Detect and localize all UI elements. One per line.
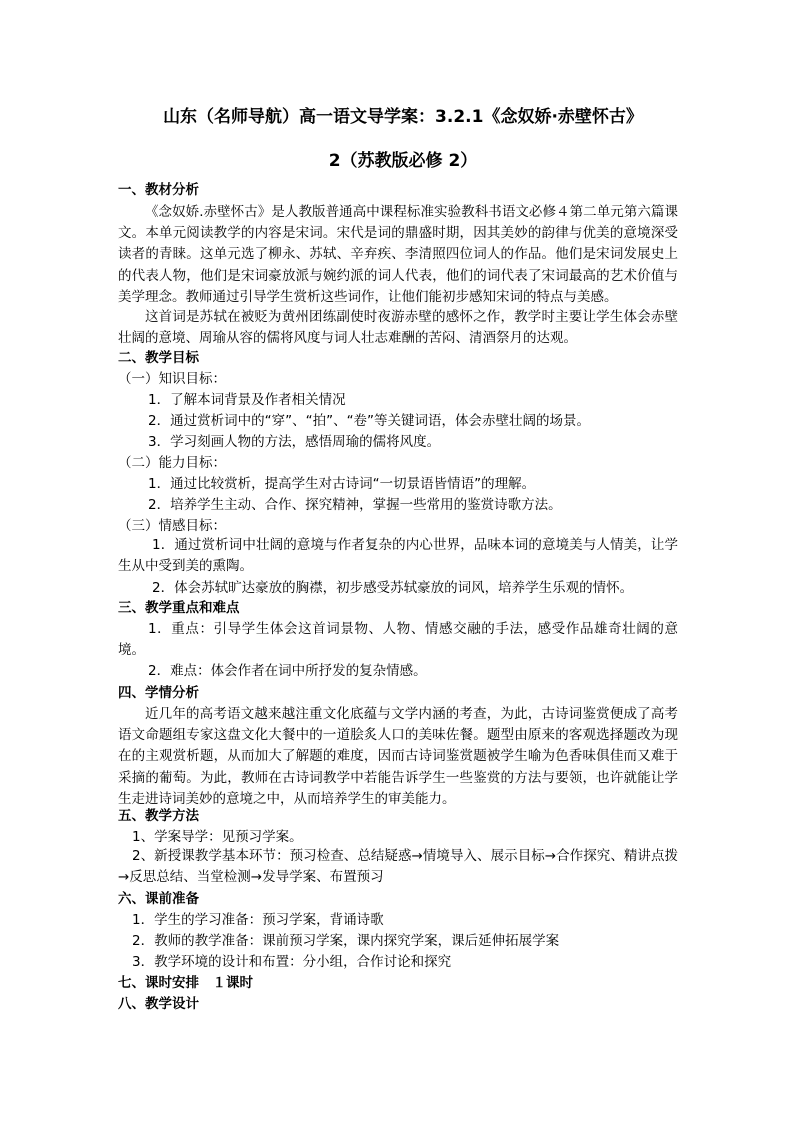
knowledge-objective-item: 2．通过赏析词中的“穿”、“拍”、“卷”等关键词语，体会赤壁壮阔的场景。 <box>148 413 591 429</box>
section-heading-teaching-material-analysis: 一、教材分析 <box>118 182 199 198</box>
knowledge-objective-item: 1．了解本词背景及作者相关情况 <box>148 392 346 408</box>
section-heading-class-hours: 七、课时安排 １课时 <box>118 975 253 991</box>
ability-objective-item: 2．培养学生主动、合作、探究精神，掌握一些常用的鉴赏诗歌方法。 <box>148 497 562 513</box>
section-heading-key-and-difficult-points: 三、教学重点和难点 <box>118 600 240 616</box>
material-analysis-paragraph-2: 这首词是苏轼在被贬为黄州团练副使时夜游赤壁的感怀之作，教学时主要让学生体会赤壁壮阔的意境、周瑜从容的儒将风度与词人壮志难酬的苦闷、清酒祭月的达观。 <box>118 309 678 347</box>
preparation-item: 1．学生的学习准备：预习学案，背诵诗歌 <box>132 912 384 928</box>
emotion-objective-item: 1．通过赏析词中壮阔的意境与作者复杂的内心世界，品味本词的意境美与人情美，让学生从中受到美的熏陶。 <box>118 537 678 575</box>
section-heading-teaching-methods: 五、教学方法 <box>118 808 199 824</box>
key-point-item: 1．重点：引导学生体会这首词景物、人物、情感交融的手法，感受作品雄奇壮阔的意境。 <box>118 621 678 659</box>
section-heading-teaching-objectives: 二、教学目标 <box>118 350 199 366</box>
section-heading-pre-class-preparation: 六、课前准备 <box>118 891 199 907</box>
preparation-item: 2．教师的教学准备：课前预习学案，课内探究学案，课后延伸拓展学案 <box>132 933 560 949</box>
section-heading-teaching-design: 八、教学设计 <box>118 996 199 1012</box>
learner-analysis-paragraph: 近几年的高考语文越来越注重文化底蕴与文学内涵的考查，为此，古诗词鉴赏便成了高考语文命题组专家这盘文化大餐中的一道脍炙人口的美味佐餐。题型由原来的客观选择题改为现在的主观赏析题，从而加大了解题的难度，因而古诗词鉴赏题被学生喻为色香味俱佳而又难于采摘的葡萄。为此，教师在古诗词教学中若能告诉学生一些鉴赏的方法与要领，也许就能让学生走进诗词美妙的意境之中，从而培养学生的审美能力。 <box>118 706 678 807</box>
teaching-method-item: 2、新授课教学基本环节：预习检查、总结疑惑→情境导入、展示目标→合作探究、精讲点拨→反思总结、当堂检测→发导学案、布置预习 <box>118 848 678 886</box>
ability-objectives-label: （二）能力目标： <box>118 455 226 471</box>
document-title-line2: 2（苏教版必修 2） <box>328 151 478 171</box>
teaching-method-item: 1、学案导学：见预习学案。 <box>132 829 303 845</box>
ability-objective-item: 1．通过比较赏析，提高学生对古诗词“一切景语皆情语”的理解。 <box>148 476 536 492</box>
section-heading-learner-analysis: 四、学情分析 <box>118 685 199 701</box>
document-title-line1: 山东（名师导航）高一语文导学案：3.2.1《念奴娇·赤壁怀古》 <box>163 107 643 127</box>
difficult-point-item: 2．难点：体会作者在词中所抒发的复杂情感。 <box>148 663 427 679</box>
knowledge-objectives-label: （一）知识目标： <box>118 371 226 387</box>
knowledge-objective-item: 3．学习刻画人物的方法，感悟周瑜的儒将风度。 <box>148 434 441 450</box>
preparation-item: 3．教学环境的设计和布置：分小组，合作讨论和探究 <box>132 954 452 970</box>
emotion-objectives-label: （三）情感目标： <box>118 518 226 534</box>
material-analysis-paragraph-1: 《念奴娇.赤壁怀古》是人教版普通高中课程标准实验教科书语文必修４第二单元第六篇课文。本单元阅读教学的内容是宋词。宋代是词的鼎盛时期，因其美妙的韵律与优美的意境深受读者的青睐。这单元选了柳永、苏轼、辛弃疾、李清照四位词人的作品。他们是宋词发展史上的代表人物，他们是宋词豪放派与婉约派的词人代表，他们的词代表了宋词最高的艺术价值与美学理念。教师通过引导学生赏析这些词作，让他们能初步感知宋词的特点与美感。 <box>118 204 678 305</box>
emotion-objective-item: 2．体会苏轼旷达豪放的胸襟，初步感受苏轼豪放的词风，培养学生乐观的情怀。 <box>152 580 634 596</box>
